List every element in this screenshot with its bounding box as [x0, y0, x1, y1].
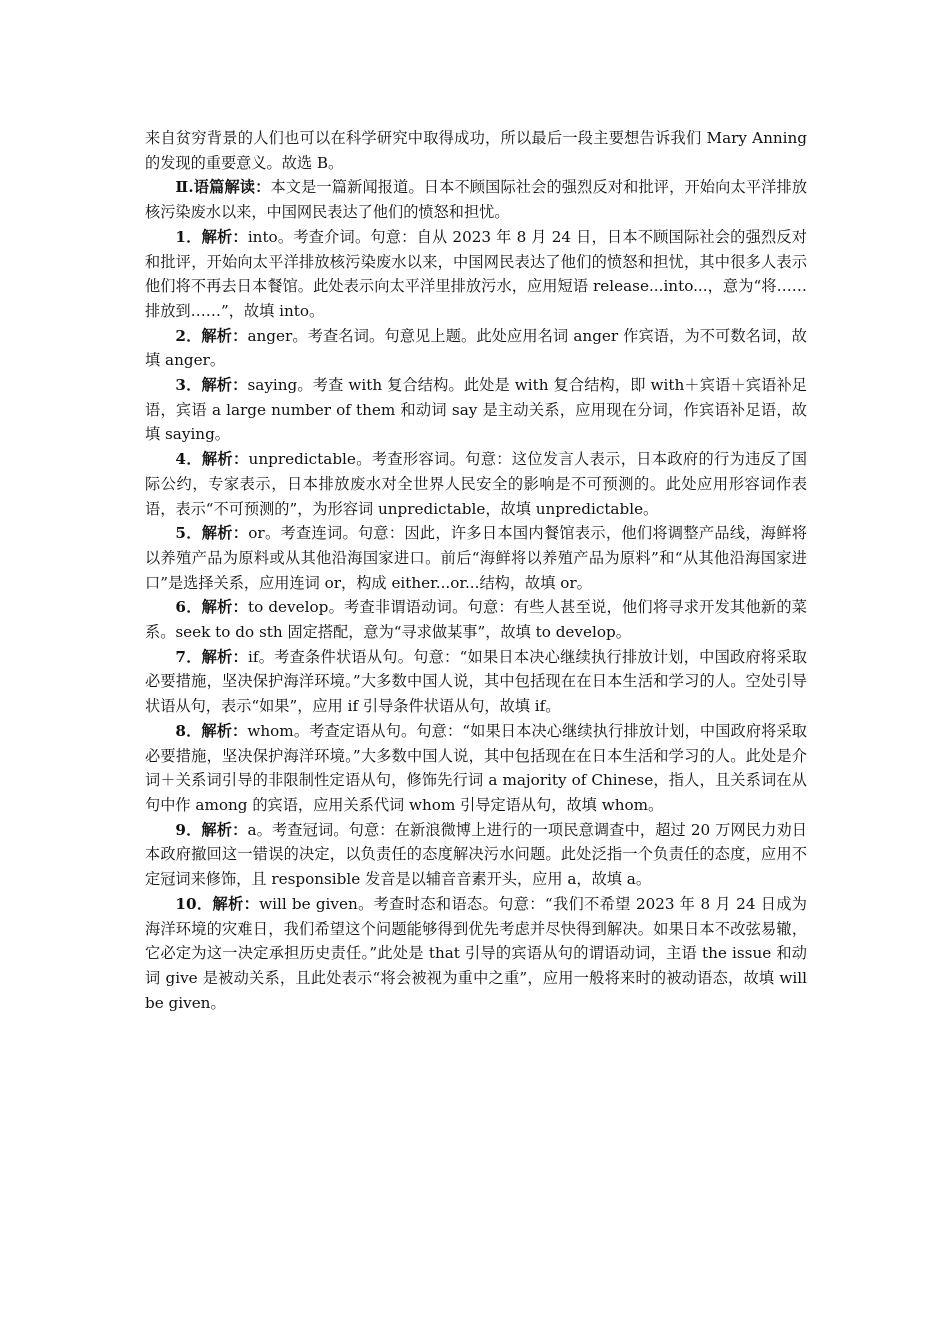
answer-text: saying。考查 with 复合结构。此处是 with 复合结构，即 with＋宾语＋宾语补足语，宾语 a large number of them 和动词 say 是主动关系，应用现在分词，作宾语补足语，故填 saying。 [145, 376, 807, 444]
answer-text: anger。考查名词。句意见上题。此处应用名词 anger 作宾语，为不可数名词，故填 anger。 [145, 326, 807, 370]
answer-label: 4．解析： [175, 450, 249, 469]
answer-text: will be given。考查时态和语态。句意：“我们不希望 2023 年 8 月 24 日成为海洋环境的灾难日，我们希望这个问题能够得到优先考虑并尽快得到解决。如果日本不改弦易辙，它必定为这一决定承担历史责任。”此处是 that 引导的宾语从句的谓语动词，主语 the issue 和动词 give 是被动关系，且此处表示“将会被视为重中之重”，应用一般将来时的被动语态，故填 will be given。 [145, 894, 807, 1012]
answer-10 [145, 892, 807, 1016]
answer-8 [145, 719, 807, 818]
answer-3 [145, 373, 807, 447]
answer-label: 10．解析： [175, 894, 260, 913]
answer-4 [145, 447, 807, 521]
answer-label: 1．解析： [175, 227, 248, 246]
answer-text: a。考查冠词。句意：在新浪微博上进行的一项民意调查中，超过 20 万网民力劝日本政府撤回这一错误的决定，以负责任的态度解决污水问题。此处泛指一个负责任的态度，应用不定冠词来修饰，且 responsible 发音是以辅音音素开头，应用 a，故填 a。 [145, 820, 807, 889]
answer-label: 2．解析： [175, 326, 248, 345]
answer-text: into。考查介词。句意：自从 2023 年 8 月 24 日，日本不顾国际社会的强烈反对和批评，开始向太平洋排放核污染废水以来，中国网民表达了他们的愤怒和担忧，其中很多人表示他们将不再去日本餐馆。此处表示向太平洋里排放污水，应用短语 release...into...，意为“将……排放到……”，故填 into。 [145, 227, 807, 320]
document-page [145, 126, 807, 1015]
answer-label: 7．解析： [175, 647, 248, 666]
answer-text: whom。考查定语从句。句意：“如果日本决心继续执行排放计划，中国政府将采取必要措施，坚决保护海洋环境。”大多数中国人说，其中包括现在在日本生活和学习的人。此处是介词＋关系词引导的非限制性定语从句，修饰先行词 a majority of Chinese，指人，且关系词在从句中作 among 的宾语，应用关系代词 whom 引导定语从句，故填 whom。 [145, 721, 807, 814]
answer-5 [145, 521, 807, 595]
paragraph-passage-summary [145, 175, 807, 224]
answer-6 [145, 595, 807, 644]
answer-2 [145, 324, 807, 373]
answer-1 [145, 225, 807, 324]
answer-text: or。考查连词。句意：因此，许多日本国内餐馆表示，他们将调整产品线，海鲜将以养殖产品为原料或从其他沿海国家进口。前后“海鲜将以养殖产品为原料”和“从其他沿海国家进口”是选择关系，应用连词 or，构成 either...or...结构，故填 or。 [145, 524, 807, 592]
section-label: Ⅱ.语篇解读： [175, 178, 271, 197]
answer-text: unpredictable。考查形容词。句意：这位发言人表示，日本政府的行为违反了国际公约，专家表示，日本排放废水对全世界人民安全的影响是不可预测的。此处应用形容词作表语，表示“不可预测的”，为形容词 unpredictable，故填 unpredictable。 [145, 450, 807, 518]
answer-text: to develop。考查非谓语动词。句意：有些人甚至说，他们将寻求开发其他新的菜系。seek to do sth 固定搭配，意为“寻求做某事”，故填 to develop。 [145, 598, 807, 642]
paragraph-text: 本文是一篇新闻报道。日本不顾国际社会的强烈反对和批评，开始向太平洋排放核污染废水以来，中国网民表达了他们的愤怒和担忧。 [145, 178, 808, 222]
answer-label: 3．解析： [175, 376, 248, 395]
answer-7 [145, 645, 807, 719]
answer-9 [145, 818, 807, 892]
answer-label: 9．解析： [175, 820, 248, 839]
answer-text: if。考查条件状语从句。句意：“如果日本决心继续执行排放计划，中国政府将采取必要措施，坚决保护海洋环境。”大多数中国人说，其中包括现在在日本生活和学习的人。空处引导状语从句，表示“如果”，应用 if 引导条件状语从句，故填 if。 [145, 647, 807, 716]
paragraph-conclusion [145, 126, 807, 175]
paragraph-text: 来自贫穷背景的人们也可以在科学研究中取得成功，所以最后一段主要想告诉我们 Mary Anning 的发现的重要意义。故选 B。 [145, 129, 807, 172]
answer-label: 6．解析： [175, 598, 248, 617]
answer-label: 8．解析： [175, 721, 248, 740]
answer-label: 5．解析： [175, 524, 249, 543]
